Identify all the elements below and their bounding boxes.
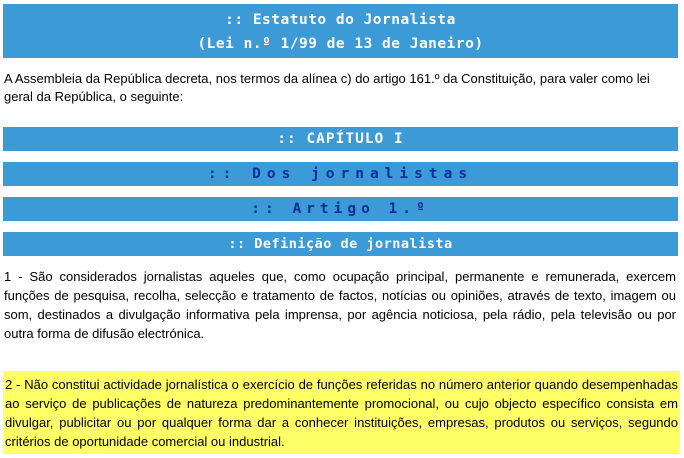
title-bar <box>3 4 678 59</box>
article-heading: :: Artigo 1.º <box>3 197 678 222</box>
chapter-heading: :: CAPÍTULO I <box>3 127 678 152</box>
page-title: :: Estatuto do Jornalista <box>225 12 456 28</box>
article-title-heading: :: Definição de jornalista <box>3 232 678 257</box>
intro-text: A Assembleia da República decreta, nos termos da alínea c) do artigo 161.º da Constituição, para valer como lei geral da República, o seguinte: <box>4 71 650 104</box>
page-subtitle: (Lei n.º 1/99 de 13 de Janeiro) <box>197 36 484 52</box>
document <box>3 4 678 343</box>
paragraph-2-highlighted: 2 - Não constitui actividade jornalística o exercício de funções referidas no número anterior quando desempenhadas ao serviço de publicações de natureza predominantemente promocional, ou cujo objecto específico consista em divulgar, publicitar ou por qualquer forma dar a conhecer instituições, empresas, produtos ou serviços, segundo critérios de oportunidade comercial ou industrial. <box>3 371 680 454</box>
paragraph-1: 1 - São considerados jornalistas aqueles que, como ocupação principal, permanente e remunerada, exercem funções de pesquisa, recolha, selecção e tratamento de factos, notícias ou opiniões, através de texto, imagem ou som, destinados a divulgação informativa pela imprensa, por agência noticiosa, pela rádio, pela televisão ou por outra forma de difusão electrónica. <box>4 269 676 341</box>
chapter-title-heading: :: Dos jornalistas <box>3 162 678 187</box>
